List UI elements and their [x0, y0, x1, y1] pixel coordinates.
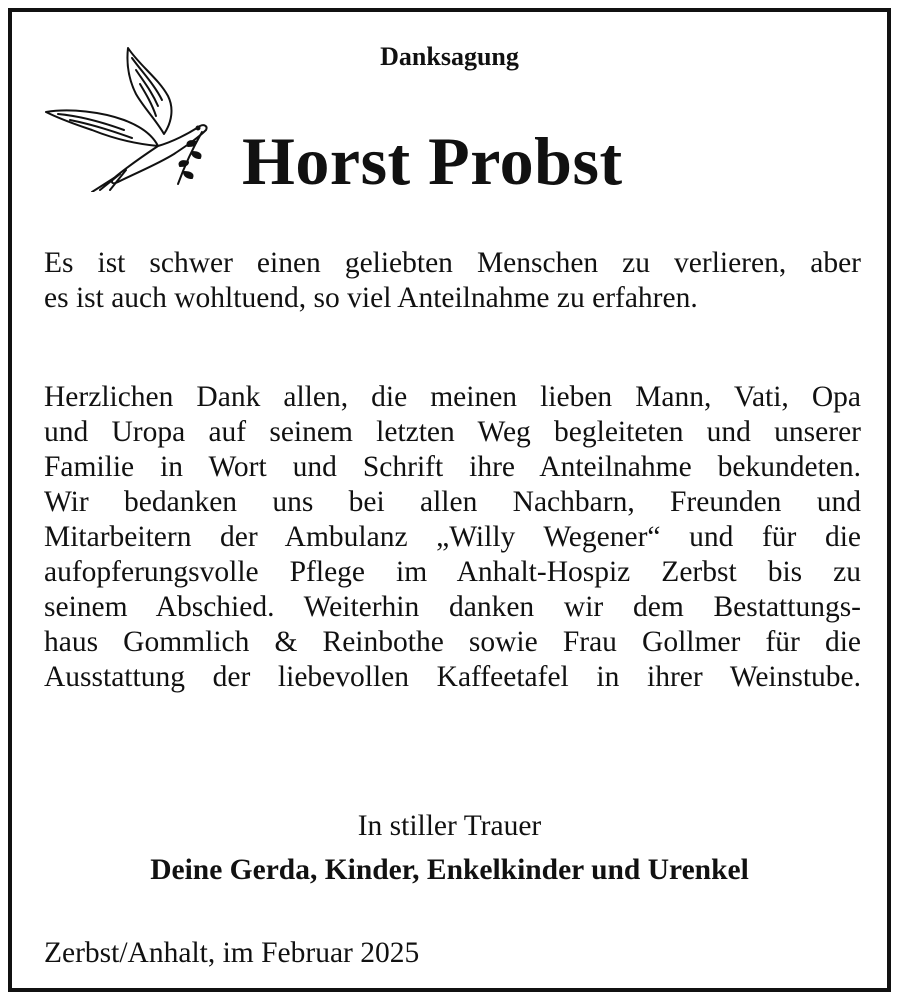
- paragraph-intro: [44, 246, 861, 316]
- closing-line: In stiller Trauer: [357, 810, 542, 842]
- text-line: seinem Abschied. Weiterhin danken wir dem Bestattungs-: [44, 591, 861, 623]
- text-line: haus Gommlich & Reinbothe sowie Frau Gollmer für die: [44, 626, 861, 658]
- text-line: Herzlichen Dank allen, die meinen lieben Mann, Vati, Opa: [44, 381, 861, 413]
- text-line: Es ist schwer einen geliebten Menschen zu verlieren, aber: [44, 247, 861, 279]
- text-line: Mitarbeitern der Ambulanz „Willy Wegener“ und für die: [44, 521, 861, 553]
- text-line: Wir bedanken uns bei allen Nachbarn, Freunden und: [44, 486, 861, 518]
- text-line: aufopferungsvolle Pflege im Anhalt-Hospiz Zerbst bis zu: [44, 556, 861, 588]
- text-line: Ausstattung der liebevollen Kaffeetafel in ihrer Weinstube.: [44, 661, 861, 693]
- place-date: Zerbst/Anhalt, im Februar 2025: [44, 937, 420, 969]
- family-signature: Deine Gerda, Kinder, Enkelkinder und Urenkel: [150, 854, 749, 886]
- notice-frame: [8, 8, 891, 992]
- text-line: Familie in Wort und Schrift ihre Anteilnahme bekundeten.: [44, 451, 861, 483]
- text-line: es ist auch wohltuend, so viel Anteilnahme zu erfahren.: [44, 282, 698, 314]
- deceased-name: Horst Probst: [242, 123, 623, 199]
- notice-heading: Danksagung: [380, 42, 519, 71]
- paragraph-thanks: [44, 380, 861, 695]
- text-line: und Uropa auf seinem letzten Weg begleiteten und unserer: [44, 416, 861, 448]
